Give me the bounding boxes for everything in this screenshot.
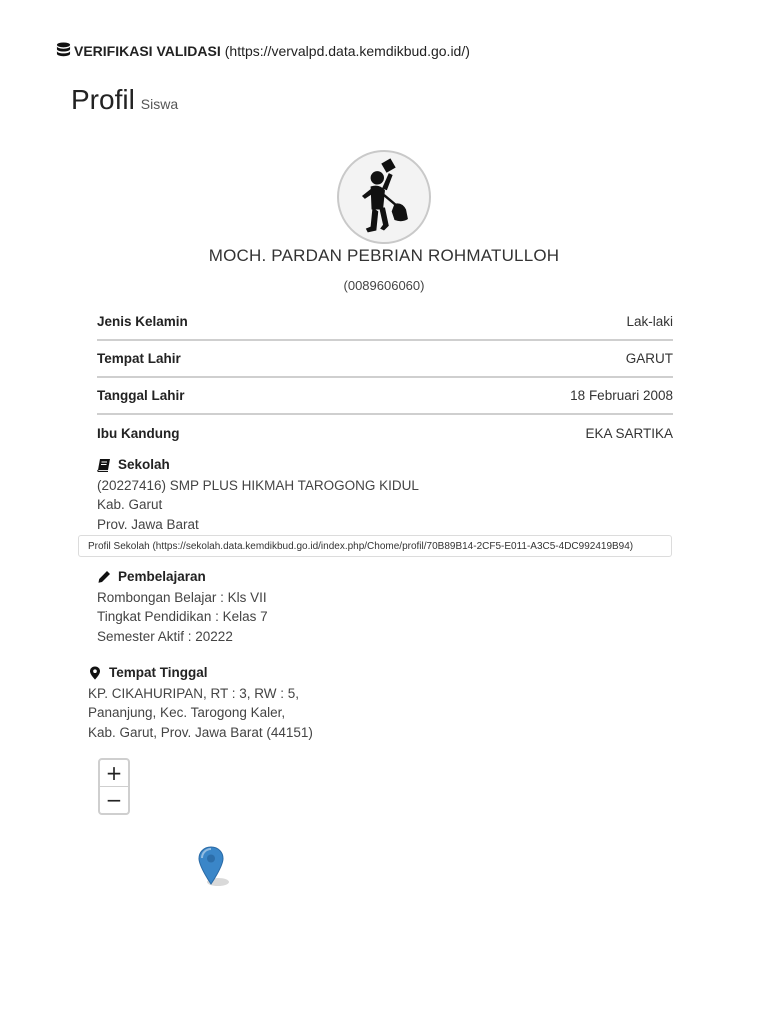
address-line: Kab. Garut, Prov. Jawa Barat (44151) <box>88 724 313 740</box>
database-icon <box>56 42 71 59</box>
pembelajaran-line: Rombongan Belajar : Kls VII <box>97 589 267 605</box>
info-value: Lak-laki <box>626 314 673 329</box>
student-nisn: (0089606060) <box>343 278 425 293</box>
tempat-tinggal-heading-label: Tempat Tinggal <box>109 665 208 680</box>
map-zoom-control <box>98 758 130 815</box>
student-avatar-icon <box>339 152 429 242</box>
app-title: VERIFIKASI VALIDASI <box>74 42 221 59</box>
pencil-icon <box>97 570 111 584</box>
info-value: 18 Februari 2008 <box>570 388 673 403</box>
tempat-tinggal-heading <box>88 663 313 683</box>
info-row-tempat-lahir <box>97 341 673 378</box>
profil-sekolah-link[interactable]: Profil Sekolah (https://sekolah.data.kemdikbud.go.id/index.php/Chome/profil/70B89B14-2CF5-E011-A3C5-4DC992419B94) <box>78 535 672 557</box>
page-title <box>71 84 178 116</box>
address-line: KP. CIKAHURIPAN, RT : 3, RW : 5, <box>88 685 300 701</box>
app-url[interactable]: (https://vervalpd.data.kemdikbud.go.id/) <box>224 42 470 59</box>
sekolah-line: Prov. Jawa Barat <box>97 516 199 532</box>
info-value: EKA SARTIKA <box>585 426 673 441</box>
map-marker-icon <box>88 666 102 680</box>
info-value: GARUT <box>625 351 673 366</box>
info-row-tanggal-lahir <box>97 378 673 415</box>
info-label: Tempat Lahir <box>97 351 181 366</box>
info-row-ibu-kandung <box>97 415 673 452</box>
address-line: Pananjung, Kec. Tarogong Kaler, <box>88 705 286 720</box>
student-name: MOCH. PARDAN PEBRIAN ROHMATULLOH <box>208 246 560 265</box>
zoom-out-button[interactable]: − <box>105 788 123 812</box>
pembelajaran-line: Tingkat Pendidikan : Kelas 7 <box>97 609 268 624</box>
page-title-main: Profil <box>71 84 135 115</box>
site-header <box>56 42 470 59</box>
sekolah-line: Kab. Garut <box>97 497 163 512</box>
pembelajaran-section <box>97 567 268 646</box>
info-label: Ibu Kandung <box>97 426 180 441</box>
sekolah-heading <box>97 455 419 475</box>
info-label: Tanggal Lahir <box>97 388 185 403</box>
sekolah-heading-label: Sekolah <box>118 457 170 472</box>
tempat-tinggal-section <box>88 663 313 742</box>
zoom-in-button[interactable]: + <box>100 760 128 787</box>
info-table <box>97 304 673 452</box>
sekolah-line: (20227416) SMP PLUS HIKMAH TAROGONG KIDUL <box>97 477 419 493</box>
sekolah-section <box>97 455 419 534</box>
pembelajaran-heading-label: Pembelajaran <box>118 569 206 584</box>
info-row-jenis-kelamin <box>97 304 673 341</box>
avatar <box>337 150 431 244</box>
book-icon <box>97 458 111 472</box>
info-label: Jenis Kelamin <box>97 314 188 329</box>
pembelajaran-heading <box>97 567 268 587</box>
page-title-sub: Siswa <box>140 96 179 112</box>
map-pin-icon[interactable] <box>196 846 236 888</box>
pembelajaran-line: Semester Aktif : 20222 <box>97 628 233 644</box>
